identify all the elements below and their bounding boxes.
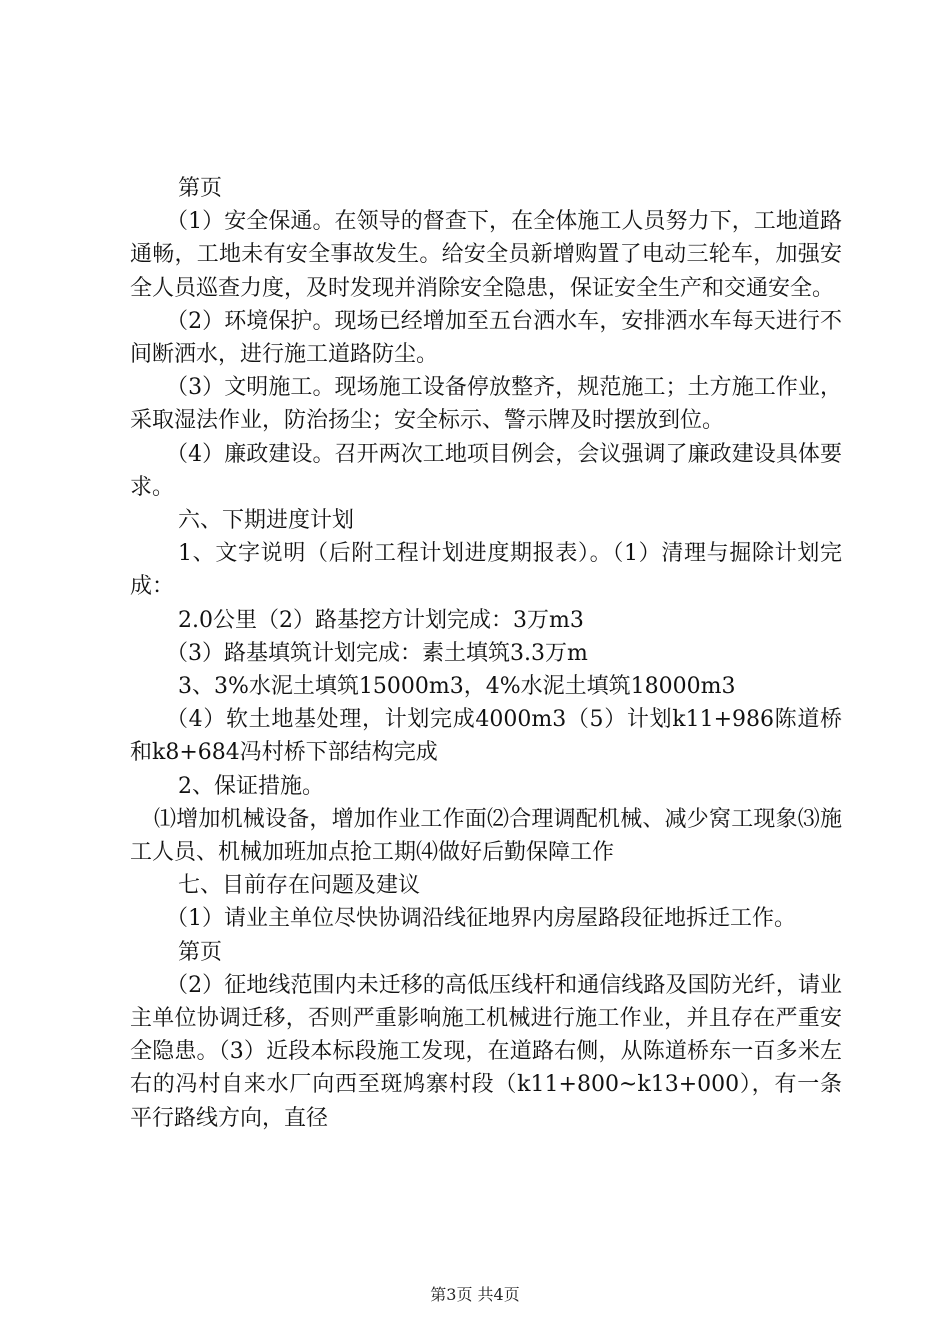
paragraph-civilized-construction: （3）文明施工。现场施工设备停放整齐，规范施工；土方施工作业，采取湿法作业，防治扬尘；安全标示、警示牌及时摆放到位。 — [130, 375, 842, 434]
paragraph-issue-land: （1）请业主单位尽快协调沿线征地界内房屋路段征地拆迁工作。 — [166, 906, 796, 932]
paragraph-measures-list: ⑴增加机械设备，增加作业工作面⑵合理调配机械、减少窝工现象⑶施工人员、机械加班加点抢工期⑷做好后勤保障工作 — [130, 806, 842, 866]
page-marker: 第页 — [178, 176, 223, 201]
paragraph-integrity: （4）廉政建设。召开两次工地项目例会，会议强调了廉政建设具体要求。 — [130, 441, 842, 500]
paragraph-issue-utilities: （2）征地线范围内未迁移的高低压线杆和通信线路及国防光纤，请业主单位协调迁移，否则严重影响施工机械进行施工作业，并且存在严重安全隐患。（3）近段本标段施工发现，在道路右侧，从陈道桥东一百多米左右的冯村自来水厂向西至斑鸠寨村段（k11+800~k13+000），有一条平行路线方向，直径 — [130, 972, 842, 1131]
paragraph-plan-cement-soil: 3、3%水泥土填筑15000m3，4%水泥土填筑18000m3 — [178, 674, 736, 700]
paragraph-plan-excavation: 2.0公里（2）路基挖方计划完成：3万m3 — [178, 607, 584, 633]
paragraph-plan-description: 1、文字说明（后附工程计划进度期报表）。（1）清理与掘除计划完成： — [130, 541, 842, 600]
section-heading-next-plan: 六、下期进度计划 — [178, 508, 355, 534]
paragraph-environment: （2）环境保护。现场已经增加至五台洒水车，安排洒水车每天进行不间断洒水，进行施工道路防尘。 — [130, 308, 842, 368]
paragraph-plan-soft-soil: （4）软土地基处理，计划完成4000m3（5）计划k11+986陈道桥和k8+684冯村桥下部结构完成 — [130, 707, 842, 766]
section-heading-measures: 2、保证措施。 — [178, 773, 324, 799]
page-footer: 第3页 共4页 — [430, 1285, 520, 1304]
paragraph-plan-embankment: （3）路基填筑计划完成：素土填筑3.3万m — [166, 640, 588, 666]
document-body — [130, 172, 842, 1135]
paragraph-safety: （1）安全保通。在领导的督查下，在全体施工人员努力下，工地道路通畅，工地未有安全事故发生。给安全员新增购置了电动三轮车，加强安全人员巡查力度，及时发现并消除安全隐患，保证安全生产和交通安全。 — [130, 209, 842, 301]
page-marker: 第页 — [178, 939, 223, 965]
section-heading-issues: 七、目前存在问题及建议 — [178, 873, 421, 899]
